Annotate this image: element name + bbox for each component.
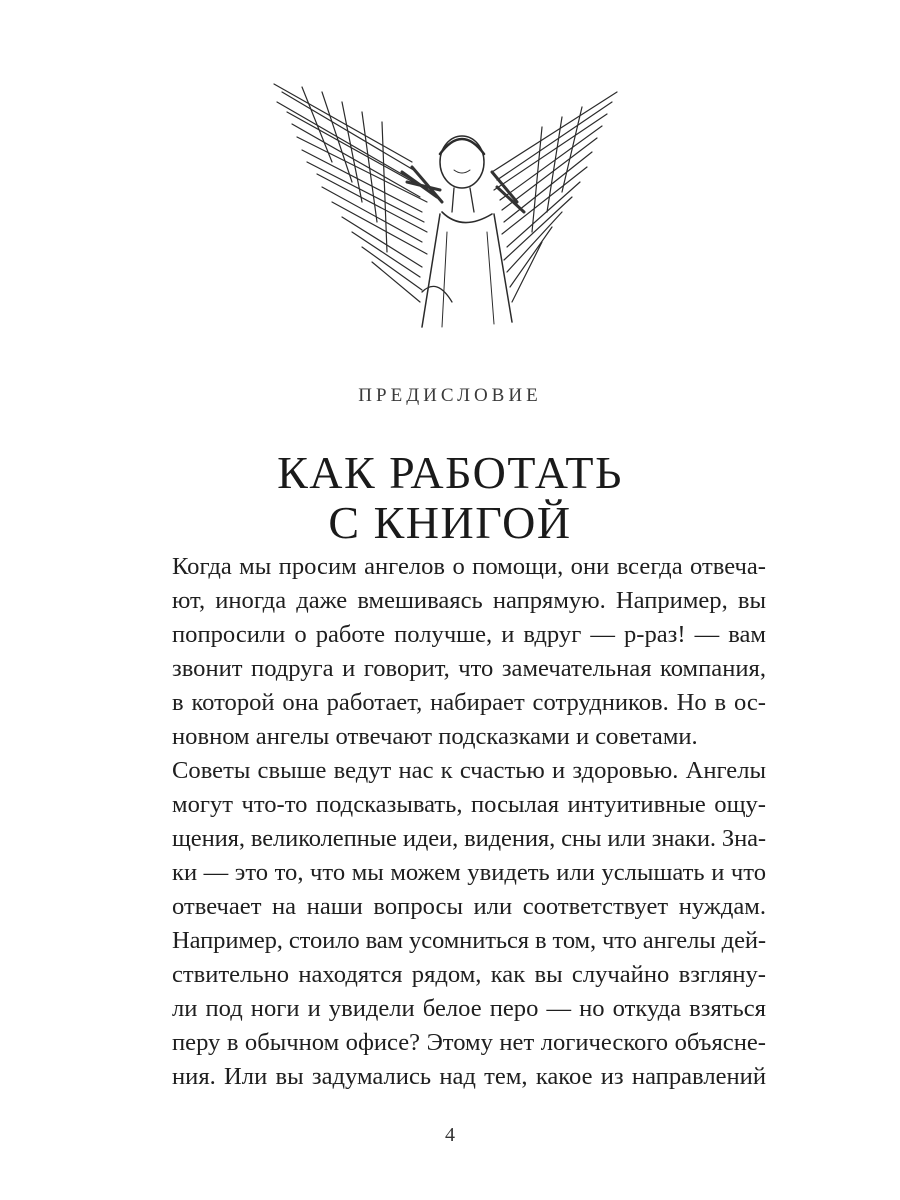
chapter-title-line-2: С КНИГОЙ [328,497,572,548]
body-line: Например, стоило вам усомниться в том, что ангелы дей- [172,927,766,954]
body-line: новном ангелы отвечают подсказками и советами. [172,723,698,750]
section-label: ПРЕДИСЛОВИЕ [358,385,542,406]
body-paragraph [172,550,766,1094]
body-line: ли под ноги и увидели белое перо — но откуда взяться [172,995,766,1022]
body-line: ют, иногда даже вмешиваясь напрямую. Например, вы [172,587,766,614]
body-line: в которой она работает, набирает сотрудников. Но в ос- [172,689,766,716]
chapter-title-line-1: КАК РАБОТАТЬ [277,447,623,498]
page-number: 4 [445,1124,455,1146]
body-line: ствительно находятся рядом, как вы случайно взгляну- [172,961,766,988]
body-line: могут что-то подсказывать, посылая интуитивные ощу- [172,791,766,818]
body-line: ки — это то, что мы можем увидеть или услышать и что [172,859,766,886]
body-line: Советы свыше ведут нас к счастью и здоровью. Ангелы [172,757,766,784]
angel-illustration [262,62,642,362]
body-line: Когда мы просим ангелов о помощи, они всегда отвеча- [172,553,766,580]
body-line: отвечает на наши вопросы или соответствует нуждам. [172,893,766,920]
body-line: щения, великолепные идеи, видения, сны или знаки. Зна- [172,825,766,852]
chapter-title [0,448,900,548]
body-line: звонит подруга и говорит, что замечательная компания, [172,655,766,682]
angel-sketch-icon [262,62,642,362]
body-line: ния. Или вы задумались над тем, какое из направлений [172,1063,766,1090]
body-line: попросили о работе получше, и вдруг — р-раз! — вам [172,621,766,648]
body-line: перу в обычном офисе? Этому нет логического объясне- [172,1029,766,1056]
